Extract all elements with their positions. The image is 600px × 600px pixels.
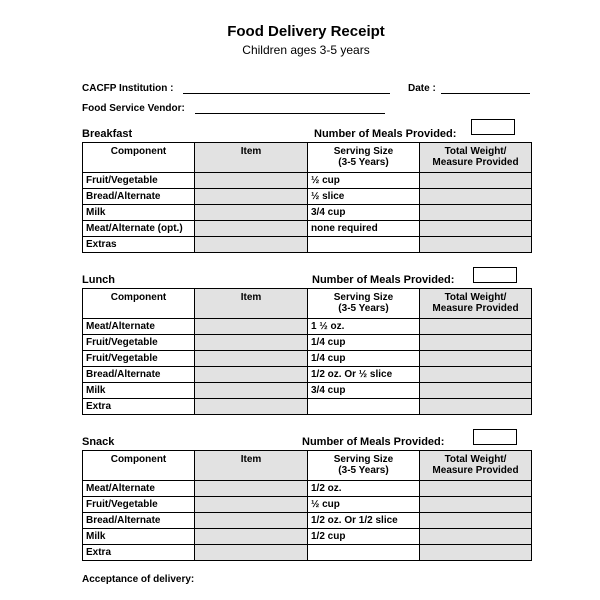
total-weight-header: Total Weight/ Measure Provided: [420, 289, 532, 319]
weight-cell[interactable]: [420, 335, 532, 351]
weight-cell[interactable]: [420, 513, 532, 529]
institution-field[interactable]: [183, 93, 390, 94]
item-header: Item: [195, 451, 308, 481]
item-cell[interactable]: [195, 351, 308, 367]
snack-title: Snack: [82, 436, 115, 448]
table-row: [83, 497, 532, 513]
weight-cell[interactable]: [420, 237, 532, 253]
snack-table: [82, 450, 532, 561]
component-cell: Fruit/Vegetable: [83, 351, 195, 367]
item-cell[interactable]: [195, 221, 308, 237]
serving-cell: 3/4 cup: [308, 205, 420, 221]
component-header: Component: [83, 289, 195, 319]
item-cell[interactable]: [195, 497, 308, 513]
serving-size-header: Serving Size (3-5 Years): [308, 143, 420, 173]
item-cell[interactable]: [195, 529, 308, 545]
serving-cell: ½ cup: [308, 173, 420, 189]
table-row: [83, 319, 532, 335]
weight-cell[interactable]: [420, 221, 532, 237]
item-cell[interactable]: [195, 383, 308, 399]
weight-cell[interactable]: [420, 529, 532, 545]
serving-cell: 1/2 oz. Or 1/2 slice: [308, 513, 420, 529]
serving-cell: none required: [308, 221, 420, 237]
table-row: [83, 513, 532, 529]
item-cell[interactable]: [195, 205, 308, 221]
table-row: [83, 399, 532, 415]
serving-cell: [308, 237, 420, 253]
weight-cell[interactable]: [420, 205, 532, 221]
total-weight-header: Total Weight/ Measure Provided: [420, 143, 532, 173]
weight-cell[interactable]: [420, 481, 532, 497]
item-cell[interactable]: [195, 335, 308, 351]
component-header: Component: [83, 451, 195, 481]
component-cell: Extras: [83, 237, 195, 253]
document-subtitle: Children ages 3-5 years: [242, 43, 370, 57]
item-cell[interactable]: [195, 481, 308, 497]
lunch-meals-label: Number of Meals Provided:: [312, 274, 455, 286]
table-row: [83, 529, 532, 545]
weight-cell[interactable]: [420, 173, 532, 189]
item-header: Item: [195, 289, 308, 319]
table-row: [83, 189, 532, 205]
total-weight-header: Total Weight/ Measure Provided: [420, 451, 532, 481]
table-row: [83, 237, 532, 253]
component-cell: Fruit/Vegetable: [83, 497, 195, 513]
table-row: [83, 383, 532, 399]
serving-cell: [308, 399, 420, 415]
serving-size-header: Serving Size (3-5 Years): [308, 451, 420, 481]
component-cell: Fruit/Vegetable: [83, 335, 195, 351]
weight-cell[interactable]: [420, 497, 532, 513]
vendor-label: Food Service Vendor:: [82, 103, 185, 114]
weight-cell[interactable]: [420, 351, 532, 367]
item-cell[interactable]: [195, 189, 308, 205]
breakfast-meals-input[interactable]: [471, 119, 515, 135]
item-cell[interactable]: [195, 319, 308, 335]
item-cell[interactable]: [195, 513, 308, 529]
component-cell: Extra: [83, 399, 195, 415]
serving-cell: 1/2 oz. Or ½ slice: [308, 367, 420, 383]
breakfast-table: [82, 142, 532, 253]
component-cell: Milk: [83, 529, 195, 545]
weight-cell[interactable]: [420, 319, 532, 335]
acceptance-label: Acceptance of delivery:: [82, 574, 195, 585]
serving-cell: 1/4 cup: [308, 335, 420, 351]
item-header: Item: [195, 143, 308, 173]
component-cell: Bread/Alternate: [83, 189, 195, 205]
snack-meals-input[interactable]: [473, 429, 517, 445]
institution-label: CACFP Institution :: [82, 83, 174, 94]
weight-cell[interactable]: [420, 367, 532, 383]
component-cell: Bread/Alternate: [83, 513, 195, 529]
table-row: [83, 205, 532, 221]
lunch-meals-input[interactable]: [473, 267, 517, 283]
date-label: Date :: [408, 83, 436, 94]
weight-cell[interactable]: [420, 189, 532, 205]
serving-cell: [308, 545, 420, 561]
table-row: [83, 173, 532, 189]
serving-cell: 3/4 cup: [308, 383, 420, 399]
breakfast-title: Breakfast: [82, 128, 133, 140]
item-cell[interactable]: [195, 237, 308, 253]
component-header: Component: [83, 143, 195, 173]
breakfast-meals-label: Number of Meals Provided:: [314, 128, 457, 140]
component-cell: Meat/Alternate (opt.): [83, 221, 195, 237]
component-cell: Fruit/Vegetable: [83, 173, 195, 189]
component-cell: Extra: [83, 545, 195, 561]
table-row: [83, 481, 532, 497]
table-row: [83, 545, 532, 561]
item-cell[interactable]: [195, 545, 308, 561]
snack-meals-label: Number of Meals Provided:: [302, 436, 445, 448]
serving-cell: 1 ½ oz.: [308, 319, 420, 335]
serving-cell: 1/4 cup: [308, 351, 420, 367]
lunch-table: [82, 288, 532, 415]
table-row: [83, 351, 532, 367]
weight-cell[interactable]: [420, 399, 532, 415]
vendor-field[interactable]: [195, 113, 385, 114]
table-row: [83, 367, 532, 383]
serving-cell: 1/2 oz.: [308, 481, 420, 497]
component-cell: Bread/Alternate: [83, 367, 195, 383]
item-cell[interactable]: [195, 399, 308, 415]
item-cell[interactable]: [195, 367, 308, 383]
component-cell: Meat/Alternate: [83, 481, 195, 497]
serving-size-header: Serving Size (3-5 Years): [308, 289, 420, 319]
document-title: Food Delivery Receipt: [227, 23, 385, 40]
weight-cell[interactable]: [420, 383, 532, 399]
component-cell: Milk: [83, 205, 195, 221]
weight-cell[interactable]: [420, 545, 532, 561]
serving-cell: ½ slice: [308, 189, 420, 205]
lunch-title: Lunch: [82, 274, 115, 286]
date-field[interactable]: [441, 93, 530, 94]
component-cell: Milk: [83, 383, 195, 399]
serving-cell: 1/2 cup: [308, 529, 420, 545]
item-cell[interactable]: [195, 173, 308, 189]
serving-cell: ½ cup: [308, 497, 420, 513]
component-cell: Meat/Alternate: [83, 319, 195, 335]
table-row: [83, 335, 532, 351]
table-row: [83, 221, 532, 237]
